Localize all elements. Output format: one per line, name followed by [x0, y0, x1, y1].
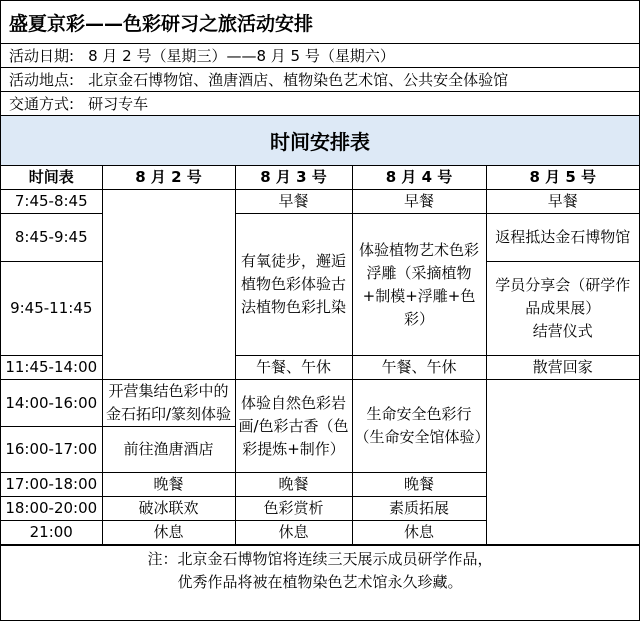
d5-breakfast: 早餐 [486, 190, 639, 214]
info-date [1, 44, 639, 68]
schedule-table [1, 166, 639, 545]
d2-evening: 破冰联欢 [102, 497, 235, 521]
time-cell: 18:00-20:00 [1, 497, 102, 521]
d3-afternoon: 体验自然色彩岩画/色彩古香（色彩提炼+制作） [235, 380, 352, 473]
info-transport [1, 92, 639, 116]
d3-evening: 色彩赏析 [235, 497, 352, 521]
d4-dinner: 晚餐 [352, 473, 486, 497]
info-location [1, 68, 639, 92]
col-header-day4: 8 月 4 号 [352, 166, 486, 190]
d3-lunch: 午餐、午休 [235, 356, 352, 380]
col-header-time: 时间表 [1, 166, 102, 190]
d5-ceremony: 结营仪式 [532, 322, 593, 340]
col-header-day3: 8 月 3 号 [235, 166, 352, 190]
table-row [1, 214, 639, 262]
d5-share-cell [486, 262, 639, 356]
notes [1, 545, 639, 594]
time-cell: 21:00 [1, 521, 102, 545]
time-cell: 11:45-14:00 [1, 356, 102, 380]
time-cell: 8:45-9:45 [1, 214, 102, 262]
d5-return: 返程抵达金石博物馆 [486, 214, 639, 262]
info-date-value: 8 月 2 号（星期三）——8 月 5 号（星期六） [88, 47, 395, 65]
d3-dinner: 晚餐 [235, 473, 352, 497]
table-row [1, 356, 639, 380]
info-date-label: 活动日期: [9, 47, 75, 65]
time-cell: 7:45-8:45 [1, 190, 102, 214]
d3-morning: 有氧徒步，邂逅植物色彩体验古法植物色彩扎染 [235, 214, 352, 356]
header-row [1, 166, 639, 190]
d4-rest: 休息 [352, 521, 486, 545]
table-row [1, 380, 639, 427]
d2-afternoon: 开营集结色彩中的金石拓印/篆刻体验 [102, 380, 235, 427]
d5-share: 学员分享会（研学作品成果展） [495, 276, 631, 317]
d2-dinner: 晚餐 [102, 473, 235, 497]
info-transport-value: 研习专车 [88, 95, 149, 113]
d3-breakfast: 早餐 [235, 190, 352, 214]
d3-rest: 休息 [235, 521, 352, 545]
schedule-title: 时间安排表 [1, 116, 639, 166]
info-location-value: 北京金石博物馆、渔唐酒店、植物染色艺术馆、公共安全体验馆 [88, 71, 509, 89]
time-cell: 9:45-11:45 [1, 262, 102, 356]
info-location-label: 活动地点: [9, 71, 75, 89]
d5-end: 散营回家 [486, 356, 639, 380]
d4-evening: 素质拓展 [352, 497, 486, 521]
document-title: 盛夏京彩——色彩研习之旅活动安排 [1, 1, 639, 44]
note-line: 注：北京金石博物馆将连续三天展示成员研学作品， [147, 550, 493, 568]
d4-lunch: 午餐、午休 [352, 356, 486, 380]
day5-afternoon-empty [486, 380, 639, 545]
day2-morning-empty [102, 190, 235, 380]
table-row [1, 190, 639, 214]
time-cell: 17:00-18:00 [1, 473, 102, 497]
d2-rest: 休息 [102, 521, 235, 545]
d4-breakfast: 早餐 [352, 190, 486, 214]
col-header-day2: 8 月 2 号 [102, 166, 235, 190]
time-cell: 14:00-16:00 [1, 380, 102, 427]
info-transport-label: 交通方式: [9, 95, 75, 113]
col-header-day5: 8 月 5 号 [486, 166, 639, 190]
d2-to-hotel: 前往渔唐酒店 [102, 427, 235, 473]
d4-morning: 体验植物艺术色彩浮雕（采摘植物+制模+浮雕+色彩） [352, 214, 486, 356]
time-cell: 16:00-17:00 [1, 427, 102, 473]
note-line: 优秀作品将被在植物染色艺术馆永久珍藏。 [177, 573, 463, 591]
d4-afternoon: 生命安全色彩行（生命安全馆体验） [352, 380, 486, 473]
